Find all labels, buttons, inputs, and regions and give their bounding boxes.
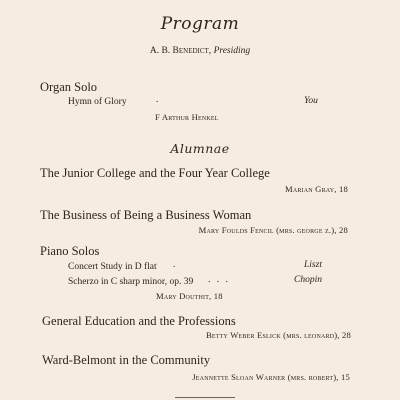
talk-title: The Business of Being a Business Woman <box>40 208 252 222</box>
presiding-line <box>0 46 400 56</box>
presiding-name: A. B. Benedict, <box>149 46 212 56</box>
presiding-role: Presiding <box>213 46 251 56</box>
organ-piece-title: Hymn of Glory <box>68 97 127 107</box>
piano-piece-composer: Liszt <box>304 260 322 270</box>
program-title: Program <box>160 14 240 34</box>
alumnae-heading: Alumnae <box>170 141 230 156</box>
organ-performer: F Arthur Henkel <box>155 112 219 122</box>
piano-piece-dots: . <box>173 260 176 270</box>
talk-speaker: Betty Weber Eslick (mrs. leonard), 28 <box>205 330 351 340</box>
talk-speaker: Marian Gray, 18 <box>284 184 348 194</box>
bottom-rule <box>175 397 235 398</box>
talk-title: General Education and the Professions <box>42 314 236 328</box>
talk-title: Ward-Belmont in the Community <box>42 353 211 367</box>
piano-performer: Mary Douthit, 18 <box>156 291 223 301</box>
piano-solos-heading: Piano Solos <box>40 244 100 258</box>
organ-solo-heading: Organ Solo <box>40 80 98 94</box>
talk-speaker: Jeannette Sloan Warner (mrs. robert), 15 <box>192 372 350 382</box>
piano-piece-title: Concert Study in D flat <box>68 262 157 272</box>
talk-speaker: Mary Foulds Fencil (mrs. george z.), 28 <box>198 225 348 235</box>
talk-title: The Junior College and the Four Year College <box>40 166 270 180</box>
organ-piece-dot: . <box>156 95 159 105</box>
organ-piece-composer: You <box>304 96 318 106</box>
piano-piece-composer: Chopin <box>294 275 322 285</box>
piano-piece-title: Scherzo in C sharp minor, op. 39 <box>68 277 194 287</box>
piano-piece-dots: . . . <box>208 275 230 285</box>
